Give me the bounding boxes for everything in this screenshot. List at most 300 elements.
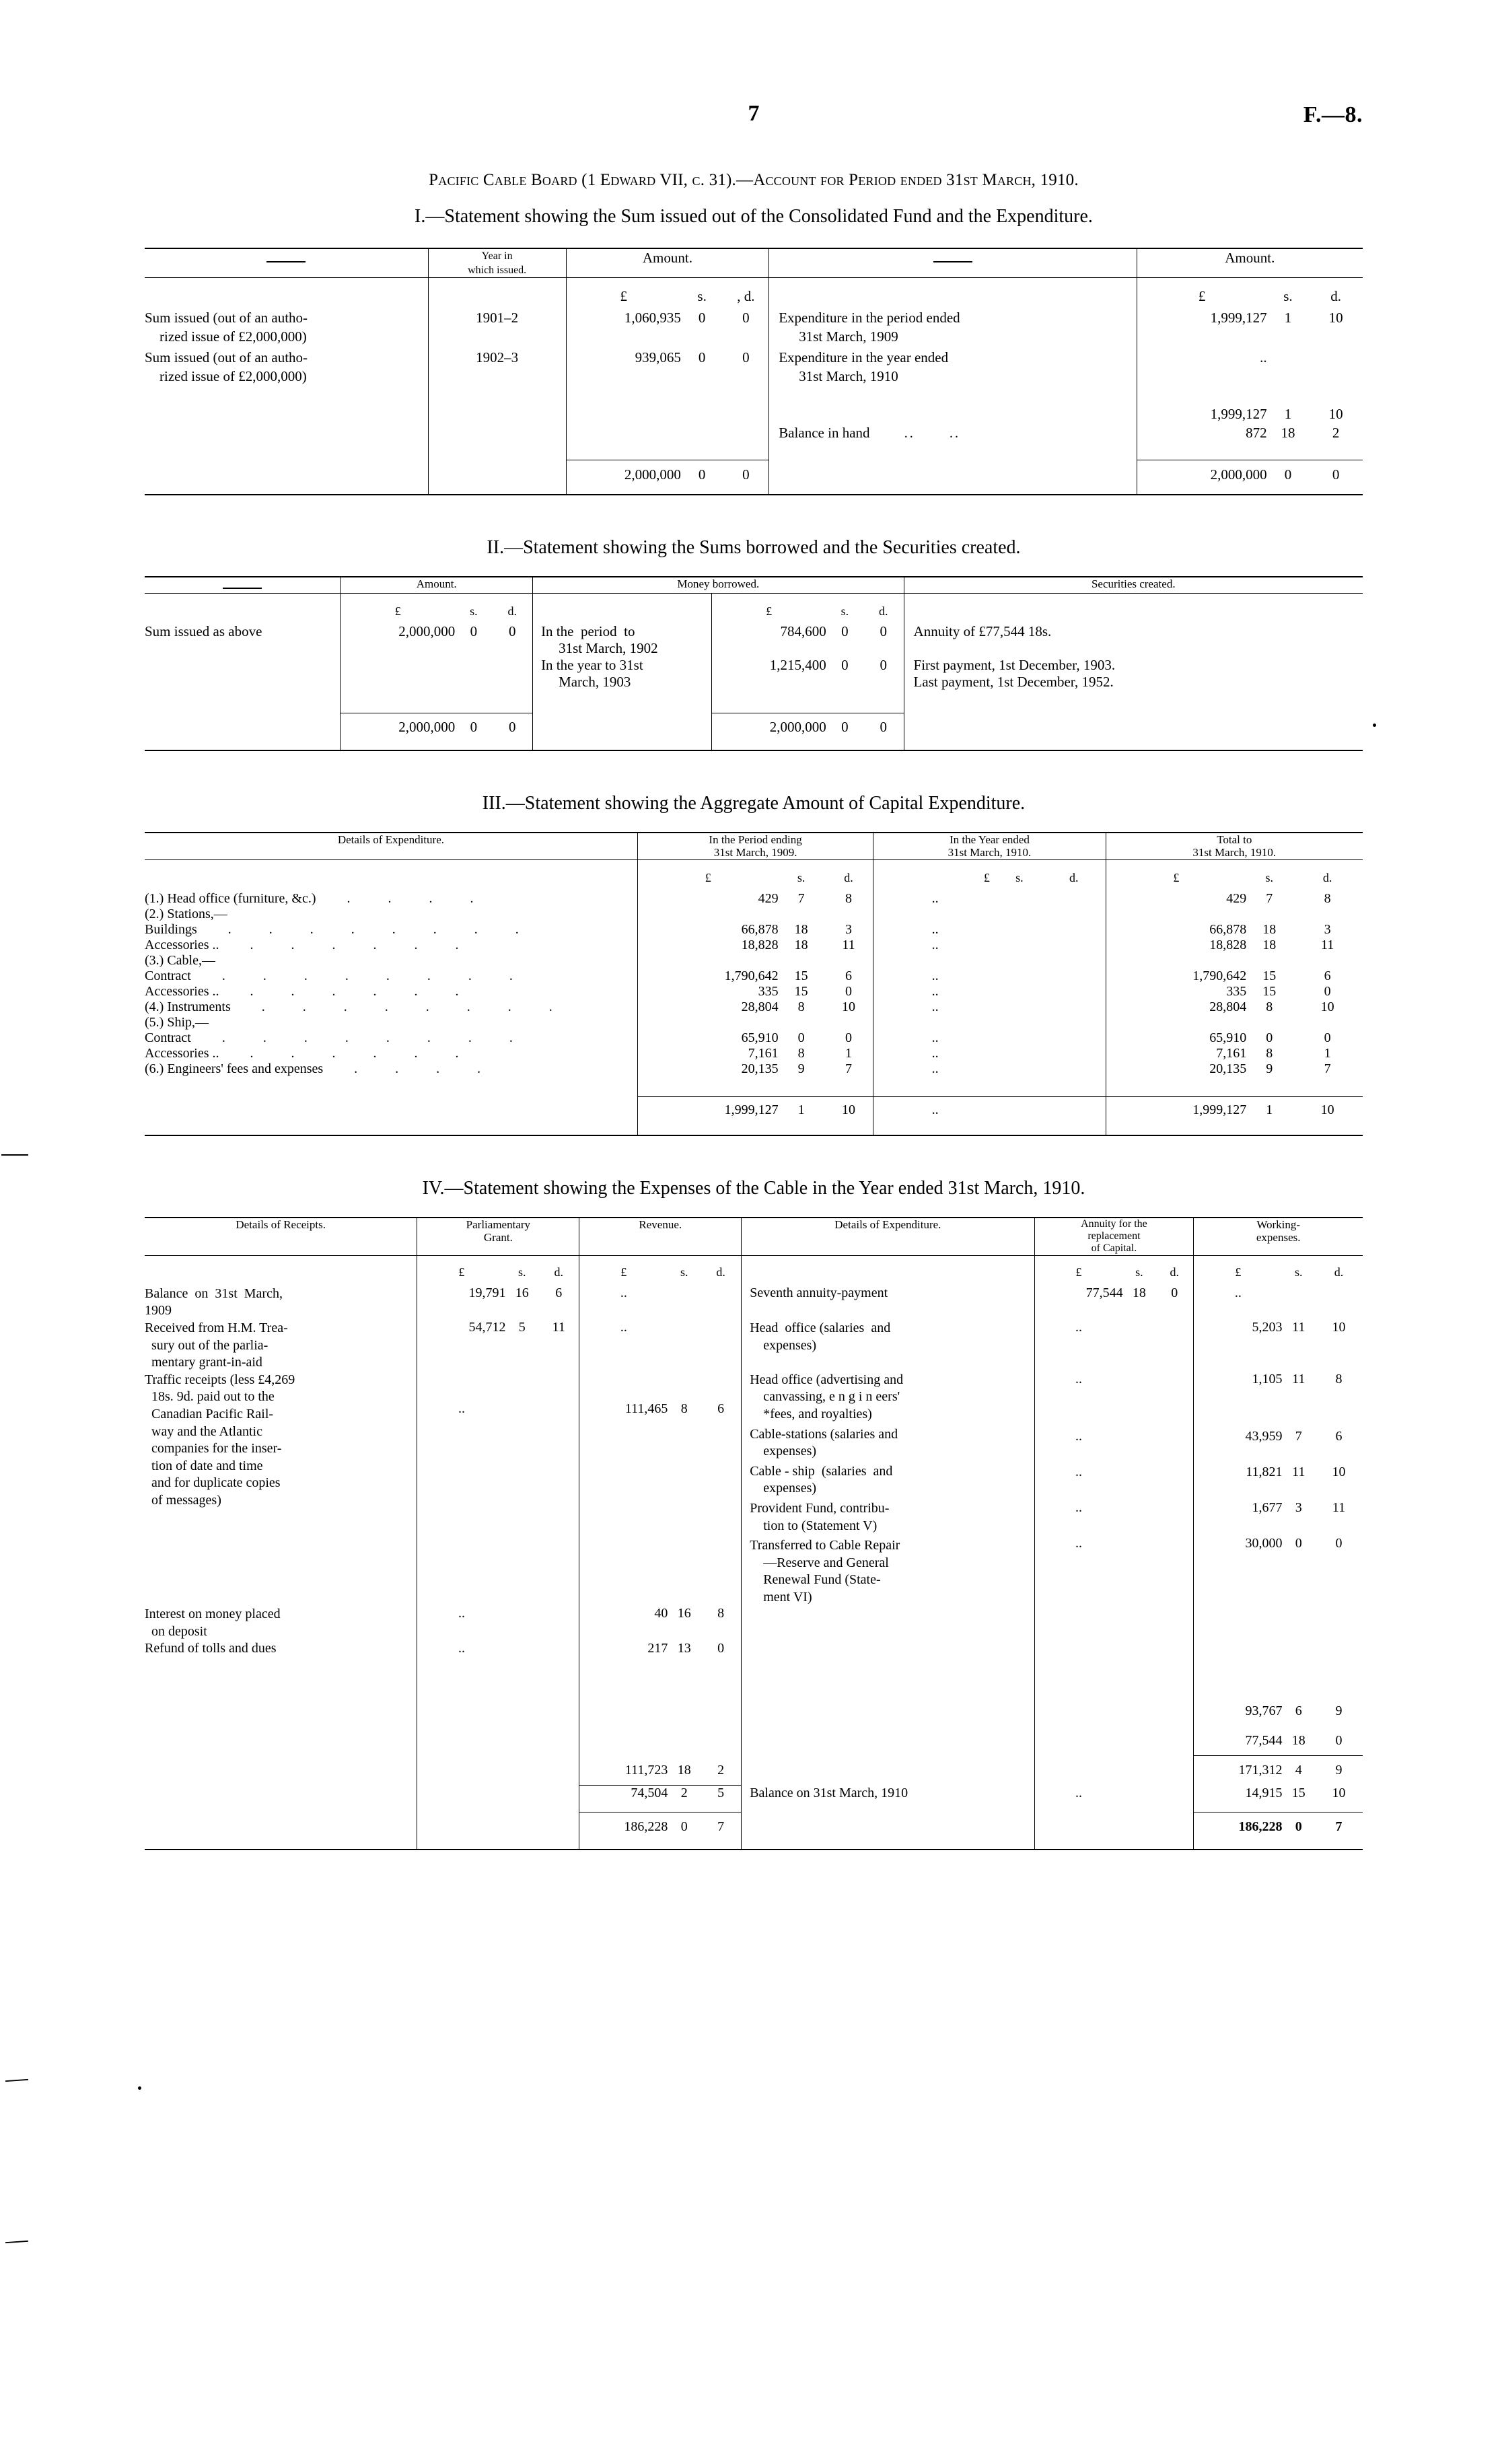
balance-in-hand-label: [769, 424, 1137, 443]
lsd-shillings-left: s.: [697, 288, 707, 305]
section-1-lsd-row: [145, 278, 1363, 306]
s3-s1-9: 0: [797, 1030, 805, 1045]
receipt-label-1: Balance on 31st March, 1909: [145, 1286, 283, 1318]
lsd-d-grant: d.: [554, 1265, 563, 1279]
s3-p3-1: [1106, 907, 1246, 922]
header-revenue: Revenue.: [579, 1218, 742, 1256]
table-row: [145, 1372, 1363, 1607]
table-row: [145, 969, 1363, 984]
table-row: [145, 306, 1363, 346]
section-1-total-row: [145, 460, 1363, 495]
expenditure-shillings: [1267, 346, 1310, 386]
expenditure-label-6: Provident Fund, contribu- tion to (Statement V): [750, 1500, 890, 1533]
exp-work-1: ..: [1194, 1286, 1283, 1320]
s3-s3-5: 15: [1262, 968, 1277, 983]
lsd-l-grant: £: [417, 1255, 506, 1286]
expenditure-label-2: Head office (salaries and expenses): [742, 1320, 1034, 1372]
lsd-pence-left: , d.: [737, 288, 755, 305]
lsd-pounds-amount: £: [341, 593, 455, 623]
work-subtotal-s-2: 18: [1282, 1733, 1315, 1756]
s3-d1-8: [824, 1015, 873, 1030]
section-2-lsd-row: [145, 593, 1363, 623]
section-1-table-wrap: [145, 248, 1363, 495]
header-dash-2: [769, 248, 1137, 278]
s3-mid-8: [873, 1015, 997, 1030]
s3-d1-9: 0: [845, 1030, 852, 1045]
exp-work-d-4: 6: [1335, 1428, 1343, 1444]
s3-s1-10: 8: [797, 1045, 805, 1061]
s3-p3-10: 7,161: [1106, 1046, 1246, 1061]
s3-label-text-2: Buildings: [145, 921, 197, 937]
lsd-pounds-right: £: [1137, 278, 1267, 306]
s3-d3-0: 8: [1324, 890, 1331, 906]
page-header: [145, 101, 1363, 148]
receipt-grant-s-1: 16: [515, 1285, 529, 1300]
receipt-rev-d-3: 6: [717, 1401, 725, 1416]
total-borrowed-pounds: 2,000,000: [711, 713, 826, 750]
s3-d3-1: [1292, 907, 1363, 922]
exp-work-d-7: 0: [1335, 1535, 1343, 1551]
exp-work-s-3: 11: [1292, 1371, 1306, 1386]
receipt-grant-4: ..: [417, 1606, 506, 1640]
receipt-grant-s-2: 5: [518, 1319, 526, 1335]
s3-s3-11: 9: [1266, 1061, 1273, 1076]
table-row: [145, 891, 1363, 907]
s3-mid-s-10: [997, 1046, 1042, 1061]
s3-d1-10: 1: [845, 1045, 852, 1061]
table-row: [145, 1015, 1363, 1030]
section-4-table-wrap: [145, 1217, 1363, 1850]
s3-row-label-3: [145, 938, 637, 953]
exp-work-p-4: 43,959: [1245, 1428, 1283, 1444]
table-row: [145, 984, 1363, 999]
s3-label-text-11: (6.) Engineers' fees and expenses: [145, 1061, 324, 1076]
section-4-table: [145, 1217, 1363, 1850]
balance-dots-2: ..: [950, 425, 961, 441]
header-details-receipts: Details of Receipts.: [236, 1218, 326, 1231]
section-3-title: III.—Statement showing the Aggregate Amount of Capital Expenditure.: [482, 792, 1026, 814]
exp-work-p-3: 1,105: [1252, 1371, 1283, 1386]
exp-work-d-5: 10: [1332, 1464, 1346, 1479]
stray-mark-left-1: [1, 1154, 28, 1156]
s3-label-text-5: Contract: [145, 968, 191, 983]
s3-p3-6: 335: [1106, 984, 1246, 999]
section-4-worksubtotal-row: [145, 1703, 1363, 1733]
stray-mark-left-2: [5, 2079, 28, 2082]
table-row: [145, 922, 1363, 938]
s3-p1-6: 335: [637, 984, 778, 999]
s3-mid-s-5: [997, 969, 1042, 984]
total-amount-pounds: 2,000,000: [341, 713, 455, 750]
expenditure-pounds: 1,999,127: [1137, 306, 1267, 346]
receipt-grant-p-2: 54,712: [417, 1320, 506, 1372]
lsd-pounds-p1: £: [637, 859, 778, 891]
s3-s1-6: 15: [794, 983, 808, 999]
receipt-rev-p-5: 217: [579, 1641, 668, 1656]
s3-leader-dots-2: ........: [227, 921, 557, 937]
total-borrowed-shillings: 0: [841, 719, 849, 736]
s3-leader-dots-6: ......: [250, 983, 497, 999]
table-row: [145, 1641, 1363, 1656]
s3-mid-s-3: [997, 938, 1042, 953]
s3-mid-d-2: [1042, 922, 1106, 938]
s3-s3-6: 15: [1262, 983, 1277, 999]
lsd-s-ann: s.: [1135, 1265, 1143, 1279]
lsd-l-work: £: [1194, 1255, 1283, 1286]
amount-pence: 0: [742, 349, 750, 366]
s3-d3-4: [1292, 953, 1363, 969]
lsd-shillings-p2: s.: [1015, 870, 1024, 884]
security-line-1: Annuity of £77,544 18s.: [904, 623, 1363, 657]
s3-s1-4: [779, 953, 824, 969]
s3-row-label-9: [145, 1030, 637, 1046]
s3-d3-3: 11: [1321, 937, 1334, 952]
receipt-grant-d-2: 11: [552, 1319, 565, 1335]
rev-subtotal-d-1: 2: [701, 1756, 742, 1786]
amount-shillings: 0: [470, 623, 478, 639]
s3-mid-3: ..: [873, 938, 997, 953]
s3-p1-3: 18,828: [637, 938, 778, 953]
table-row: [145, 1320, 1363, 1372]
s3-mid-s-6: [997, 984, 1042, 999]
s3-leader-dots-9: ........: [221, 1030, 550, 1045]
exp-work-s-6: 3: [1295, 1500, 1302, 1515]
work-sum-s: 4: [1295, 1763, 1302, 1778]
lsd-pounds-p2: £: [873, 859, 997, 891]
lsd-shillings-p3: s.: [1265, 870, 1274, 884]
expenditure-label-3: Head office (advertising and canvassing, e n g i n eers' *fees, and royalties): [750, 1372, 904, 1421]
s3-mid-d-0: [1042, 891, 1106, 907]
table-row: [145, 953, 1363, 969]
table-row: [145, 999, 1363, 1015]
rev-total-p: 186,228: [579, 1812, 668, 1850]
s3-total-mid: ..: [873, 1097, 997, 1135]
expenditure-label: Expenditure in the year ended 31st March, 1910: [769, 346, 1137, 386]
total-borrowed-pence: 0: [880, 719, 887, 736]
exp-ann-s-1: 18: [1132, 1285, 1146, 1300]
subtotal-pounds: 1,999,127: [1137, 386, 1267, 424]
exp-ann-4: ..: [1075, 1428, 1083, 1444]
s3-s3-4: [1246, 953, 1292, 969]
s3-p1-7: 28,804: [637, 999, 778, 1015]
balance-pence: 2: [1332, 424, 1340, 441]
exp-work-d-group: [1315, 1372, 1363, 1607]
header-year-issued: Year in which issued.: [428, 248, 566, 278]
s3-label-text-4: (3.) Cable,—: [145, 952, 215, 968]
exp-work-p-2: 5,203: [1194, 1320, 1283, 1372]
exp-ann-d-1: 0: [1171, 1285, 1178, 1300]
s3-d3-2: 3: [1324, 921, 1331, 937]
subtotal-shillings: 1: [1284, 406, 1292, 423]
s3-d3-7: 10: [1320, 999, 1334, 1014]
s3-mid-1: [873, 907, 997, 922]
amount-pence: 0: [742, 309, 750, 326]
s3-mid-s-1: [997, 907, 1042, 922]
table-row: [145, 1061, 1363, 1077]
s3-label-text-10: Accessories ..: [145, 1045, 219, 1061]
section-3-total-row: [145, 1097, 1363, 1135]
security-line-2: First payment, 1st December, 1903.: [913, 656, 1116, 673]
exp-work-p-group: [1194, 1372, 1283, 1607]
expenditure-label-7: Transferred to Cable Repair —Reserve and General Renewal Fund (State- ment VI): [750, 1538, 900, 1605]
amount-shillings: 0: [698, 349, 706, 366]
expenditure-labels-group: [742, 1372, 1034, 1607]
stray-dot-2: [1373, 724, 1376, 727]
year-issued: 1901–2: [428, 306, 566, 346]
lsd-s-work: s.: [1294, 1265, 1303, 1279]
s3-mid-s-11: [997, 1061, 1042, 1077]
exp-ann-6: ..: [1075, 1500, 1083, 1515]
work-subtotal-d-2: 0: [1315, 1733, 1363, 1756]
balance-shillings: 18: [1281, 424, 1295, 441]
lsd-s-grant: s.: [518, 1265, 526, 1279]
s3-mid-s-2: [997, 922, 1042, 938]
exp-work-p-5: 11,821: [1246, 1464, 1283, 1479]
s3-mid-s-9: [997, 1030, 1042, 1046]
s3-d1-11: 7: [845, 1061, 852, 1076]
header-securities-created: Securities created.: [904, 577, 1363, 594]
section-3-rule-row: [145, 1077, 1363, 1097]
table-row: [145, 1046, 1363, 1061]
s3-p3-11: 20,135: [1106, 1061, 1246, 1077]
expenditure-label-5: Cable - ship (salaries and expenses): [750, 1463, 893, 1496]
section-3-header-row: [145, 833, 1363, 860]
s3-p1-9: 65,910: [637, 1030, 778, 1046]
s3-p3-8: [1106, 1015, 1246, 1030]
exp-ann-col-group: [1034, 1372, 1123, 1607]
section-3-body: [145, 891, 1363, 1077]
rev-subtotal-p-1: 111,723: [579, 1756, 668, 1786]
s3-label-text-6: Accessories ..: [145, 983, 219, 999]
section-3-lsd-row: [145, 859, 1363, 891]
s3-row-label-0: [145, 891, 637, 907]
s3-row-label-8: [145, 1015, 637, 1030]
lsd-shillings-p1: s.: [797, 870, 806, 884]
s3-total-p3: 1,999,127: [1106, 1097, 1246, 1135]
amount-pence: 0: [508, 623, 516, 639]
s3-s1-11: 9: [797, 1061, 805, 1076]
s3-s3-1: [1246, 907, 1292, 922]
s3-p3-3: 18,828: [1106, 938, 1246, 953]
balance-pounds: 872: [1137, 424, 1267, 443]
borrowed-label-1: In the period to 31st March, 1902: [533, 623, 712, 657]
s3-mid-d-4: [1042, 953, 1106, 969]
exp-work-d-2: 10: [1332, 1319, 1346, 1335]
lsd-l-ann: £: [1034, 1255, 1123, 1286]
s3-leader-dots-11: ....: [354, 1061, 519, 1076]
borrowed-pence-1: 0: [880, 623, 887, 639]
s3-p3-9: 65,910: [1106, 1030, 1246, 1046]
s3-s3-8: [1246, 1015, 1292, 1030]
lsd-pence-right: d.: [1330, 288, 1341, 305]
receipt-label-2: Received from H.M. Trea- sury out of the parlia- mentary grant-in-aid: [145, 1320, 288, 1370]
s3-leader-dots-5: ........: [221, 968, 550, 983]
exp-ann-2: ..: [1034, 1320, 1123, 1372]
receipt-rev-p-3: 111,465: [579, 1372, 668, 1607]
section-1-table: [145, 248, 1363, 495]
balance-1910-p: 14,915: [1194, 1786, 1283, 1812]
exp-work-d-6: 11: [1332, 1500, 1346, 1515]
s3-p3-7: 28,804: [1106, 999, 1246, 1015]
s3-p1-2: 66,878: [637, 922, 778, 938]
receipt-grant-d-1: 6: [555, 1285, 563, 1300]
s3-s3-3: 18: [1262, 937, 1277, 952]
section-2-total-row: [145, 713, 1363, 750]
header-amount: Amount.: [341, 577, 533, 594]
lsd-pence-p2: d.: [1069, 870, 1079, 884]
row-label: Sum issued (out of an autho- rized issue of £2,000,000): [145, 349, 308, 385]
s3-mid-d-6: [1042, 984, 1106, 999]
header-parliamentary-grant: Parliamentary Grant.: [417, 1218, 579, 1256]
s3-d3-11: 7: [1324, 1061, 1331, 1076]
s3-s3-10: 8: [1266, 1045, 1273, 1061]
exp-work-s-2: 11: [1292, 1319, 1306, 1335]
exp-ann-5: ..: [1075, 1464, 1083, 1479]
s3-mid-d-11: [1042, 1061, 1106, 1077]
exp-ann-7: ..: [1075, 1535, 1083, 1551]
exp-work-s-group: [1282, 1372, 1315, 1607]
section-4-worksubtotal-row-2: [145, 1733, 1363, 1756]
receipt-rev-1: ..: [579, 1286, 668, 1320]
lsd-s-rev: s.: [680, 1265, 688, 1279]
receipt-rev-s-4: 16: [677, 1606, 691, 1621]
work-subtotal-s-1: 6: [1295, 1703, 1302, 1718]
section-4-subtotal-spacer: [145, 1656, 1363, 1703]
section-2-table-wrap: [145, 576, 1363, 751]
rev-total-d: 7: [717, 1819, 725, 1835]
paper-reference: F.—8.: [1303, 102, 1363, 127]
receipt-rev-2: ..: [579, 1320, 668, 1372]
s3-s1-8: [779, 1015, 824, 1030]
lsd-pence-borrowed: d.: [878, 604, 888, 618]
work-sum-p: 171,312: [1194, 1756, 1283, 1786]
section-2-table: [145, 576, 1363, 751]
s3-mid-9: ..: [873, 1030, 997, 1046]
s3-d1-4: [824, 953, 873, 969]
work-subtotal-p-1: 93,767: [1194, 1703, 1283, 1733]
expenditure-label-4: Cable-stations (salaries and expenses): [750, 1426, 898, 1459]
s3-s3-2: 18: [1262, 921, 1277, 937]
s3-total-d1: 10: [841, 1102, 855, 1118]
lsd-pounds-borrowed: £: [711, 593, 826, 623]
s3-p1-5: 1,790,642: [637, 969, 778, 984]
s3-leader-dots-7: ........: [261, 999, 590, 1014]
s3-d1-2: 3: [845, 921, 852, 937]
section-4-lsd-row: [145, 1255, 1363, 1286]
balance-1910-ann: ..: [1034, 1786, 1123, 1812]
expenditure-pence: [1309, 346, 1363, 386]
receipt-grant-3: ..: [417, 1372, 506, 1607]
rev-total-s: 0: [680, 1819, 688, 1835]
lsd-pounds-p3: £: [1106, 859, 1246, 891]
s3-label-text-9: Contract: [145, 1030, 191, 1045]
s3-mid-d-5: [1042, 969, 1106, 984]
s3-total-s3: 1: [1266, 1102, 1273, 1118]
receipt-label-5: Refund of tolls and dues: [145, 1640, 277, 1656]
table-row: [145, 657, 1363, 691]
row-label: Sum issued as above: [145, 623, 262, 639]
s3-s3-7: 8: [1266, 999, 1273, 1014]
table-row: [145, 1606, 1363, 1640]
s3-s1-2: 18: [794, 921, 808, 937]
s3-mid-0: ..: [873, 891, 997, 907]
work-subtotal-p-2: 77,544: [1194, 1733, 1283, 1756]
receipt-rev-s-3: 8: [680, 1401, 688, 1416]
s3-p1-0: 429: [637, 891, 778, 907]
borrowed-shillings-2: 0: [841, 656, 849, 673]
exp-ann-3: ..: [1075, 1371, 1083, 1386]
s3-mid-s-7: [997, 999, 1042, 1015]
table-row: [145, 938, 1363, 953]
table-row: [145, 907, 1363, 922]
header-amount-left: Amount.: [566, 248, 769, 278]
exp-work-s-7: 0: [1295, 1535, 1302, 1551]
s3-total-p1: 1,999,127: [637, 1097, 778, 1135]
s3-row-label-5: [145, 969, 637, 984]
section-2-rule-row: [145, 691, 1363, 713]
s3-label-text-3: Accessories ..: [145, 937, 219, 952]
left-total-pence: 0: [742, 466, 750, 483]
s3-mid-s-4: [997, 953, 1042, 969]
s3-mid-s-0: [997, 891, 1042, 907]
total-amount-shillings: 0: [470, 719, 478, 736]
s3-s1-3: 18: [794, 937, 808, 952]
s3-mid-7: ..: [873, 999, 997, 1015]
lsd-pounds-left: £: [566, 278, 681, 306]
security-line-3: Last payment, 1st December, 1952.: [913, 673, 1114, 690]
s3-leader-dots-0: ....: [347, 890, 511, 906]
lsd-pence-p3: d.: [1322, 870, 1332, 884]
s3-d3-6: 0: [1324, 983, 1331, 999]
table-row: [145, 346, 1363, 386]
right-total-shillings: 0: [1284, 466, 1292, 483]
s3-mid-11: ..: [873, 1061, 997, 1077]
receipt-rev-s-5: 13: [677, 1640, 691, 1656]
s3-mid-6: ..: [873, 984, 997, 999]
s3-label-text-8: (5.) Ship,—: [145, 1014, 209, 1030]
section-4-revsub-row-1: [145, 1756, 1363, 1786]
right-total-pence: 0: [1332, 466, 1340, 483]
s3-mid-d-8: [1042, 1015, 1106, 1030]
header-annuity-replacement: Annuity for the replacement of Capital.: [1034, 1218, 1194, 1256]
s3-s3-0: 7: [1266, 890, 1273, 906]
s3-d1-3: 11: [842, 937, 855, 952]
rev-subtotal-d-2: 5: [701, 1786, 742, 1812]
s3-mid-4: [873, 953, 997, 969]
expenditure-pence: 10: [1328, 309, 1343, 326]
exp-work-p-7: 30,000: [1245, 1535, 1283, 1551]
receipt-label-4: Interest on money placed on deposit: [145, 1607, 281, 1640]
borrowed-shillings-1: 0: [841, 623, 849, 639]
lsd-d-work: d.: [1334, 1265, 1344, 1279]
s3-mid-d-9: [1042, 1030, 1106, 1046]
header-dash-3: [145, 577, 341, 594]
s3-s1-7: 8: [797, 999, 805, 1014]
expenditure-shillings: 1: [1284, 309, 1292, 326]
page-number: 7: [748, 101, 760, 126]
lsd-shillings-right: s.: [1283, 288, 1293, 305]
s3-mid-2: ..: [873, 922, 997, 938]
section-1-header-row: [145, 248, 1363, 278]
header-total-1910: Total to 31st March, 1910.: [1106, 833, 1363, 860]
s3-row-label-6: [145, 984, 637, 999]
exp-work-d-3: 8: [1335, 1371, 1343, 1386]
s3-total-s1: 1: [797, 1102, 805, 1118]
s3-row-label-2: [145, 922, 637, 938]
s3-d1-7: 10: [841, 999, 855, 1014]
expenditure-label-1: Seventh annuity-payment: [742, 1286, 1034, 1320]
stray-mark-left-3: [5, 2241, 28, 2243]
